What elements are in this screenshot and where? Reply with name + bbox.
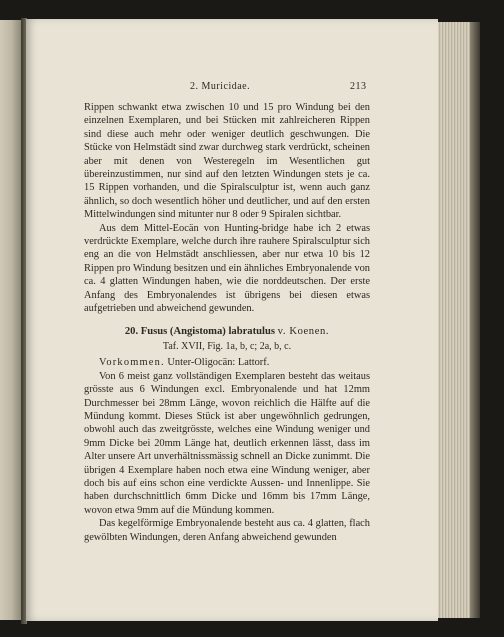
species-heading	[84, 325, 370, 338]
running-head	[26, 81, 438, 95]
book-cover-edge	[470, 22, 480, 618]
occurrence-text: Unter-Oligocän: Lattorf.	[167, 357, 270, 369]
plate-reference: Taf. XVII, Fig. 1a, b, c; 2a, b, c.	[162, 340, 292, 352]
page-text	[84, 101, 370, 544]
section-title: 2. Muricidae.	[190, 81, 251, 92]
paragraph-hunting-bridge: Aus dem Mittel-Eocän von Hunting-bridge habe ich 2 etwas verdrückte Exemplare, welche durch ihre rauhere Spiralsculptur sich eng an die von Helmstädt anschliessen, aber nur etwa 10 bis 12 Rippen pro Windung besitzen und ein ähnliches Embryonalende von ca. 4 glatten Windungen haben, wie die norddeutschen. Der erste Anfang des Embryonalendes ist übrigens bei diesen etwas aufgetrieben und abweichend gewunden.	[84, 222, 370, 315]
paragraph-continued: Rippen schwankt etwa zwischen 10 und 15 pro Windung bei den einzelnen Exemplaren, und bei Stücken mit zahlreicheren Rippen sind diese auch mehr oder weniger deutlich geschwungen. Die Stücke von Helmstädt sind zwar durchweg stark verdrückt, scheinen aber mit denen von Westeregeln im Wesentlichen gut übereinzustimmen, nur sind auf den letzten Windungen stets je ca. 15 Rippen vorhanden, und die Spiralsculptur ist, wenn auch ganz ähnlich, so doch wesentlich höher und deutlicher, und auf den ersten Mittelwindungen sind mitunter nur 8 oder 9 Spiralen sichtbar.	[84, 102, 370, 221]
book-page	[26, 19, 438, 621]
species-number: 20.	[124, 325, 139, 337]
left-page-edge	[0, 20, 21, 620]
stacked-page-edges	[438, 22, 470, 618]
species-name: Fusus (Angistoma) labratulus	[140, 325, 275, 337]
page-number: 213	[350, 81, 367, 92]
occurrence-line	[84, 356, 370, 369]
paragraph-embryonal: Das kegelförmige Embryonalende besteht aus ca. 4 glatten, flach gewölbten Windungen, deren Anfang abweichend gewunden	[84, 518, 370, 543]
occurrence-label: Vorkommen.	[99, 357, 165, 369]
species-author: v. Koenen.	[277, 325, 330, 337]
paragraph-description: Von 6 meist ganz vollständigen Exemplaren besteht das weitaus grösste aus 6 Windungen excl. Embryonalende und hat 12mm Durchmesser bei 28mm Länge, wovon reichlich die Hälfte auf die Mündung kommt. Dieses Stück ist aber ungewöhnlich gedrungen, obwohl auch das zweitgrösste, welches eine Windung weniger und 9mm Dicke bei 20mm Länge hat, deutlich erkennen lässt, dass im Alter unsere Art unverhältnissmässig schnell an Dicke zunimmt. Die übrigen 4 Exemplare haben noch etwa eine Windung weniger, aber doch bis auf eins schon eine verdickte Aussen- und Innenlippe. Sie haben durchschnittlich 6mm Dicke und 16mm bis 17mm Länge, wovon etwa 9mm auf die Mündung kommen.	[84, 370, 370, 516]
